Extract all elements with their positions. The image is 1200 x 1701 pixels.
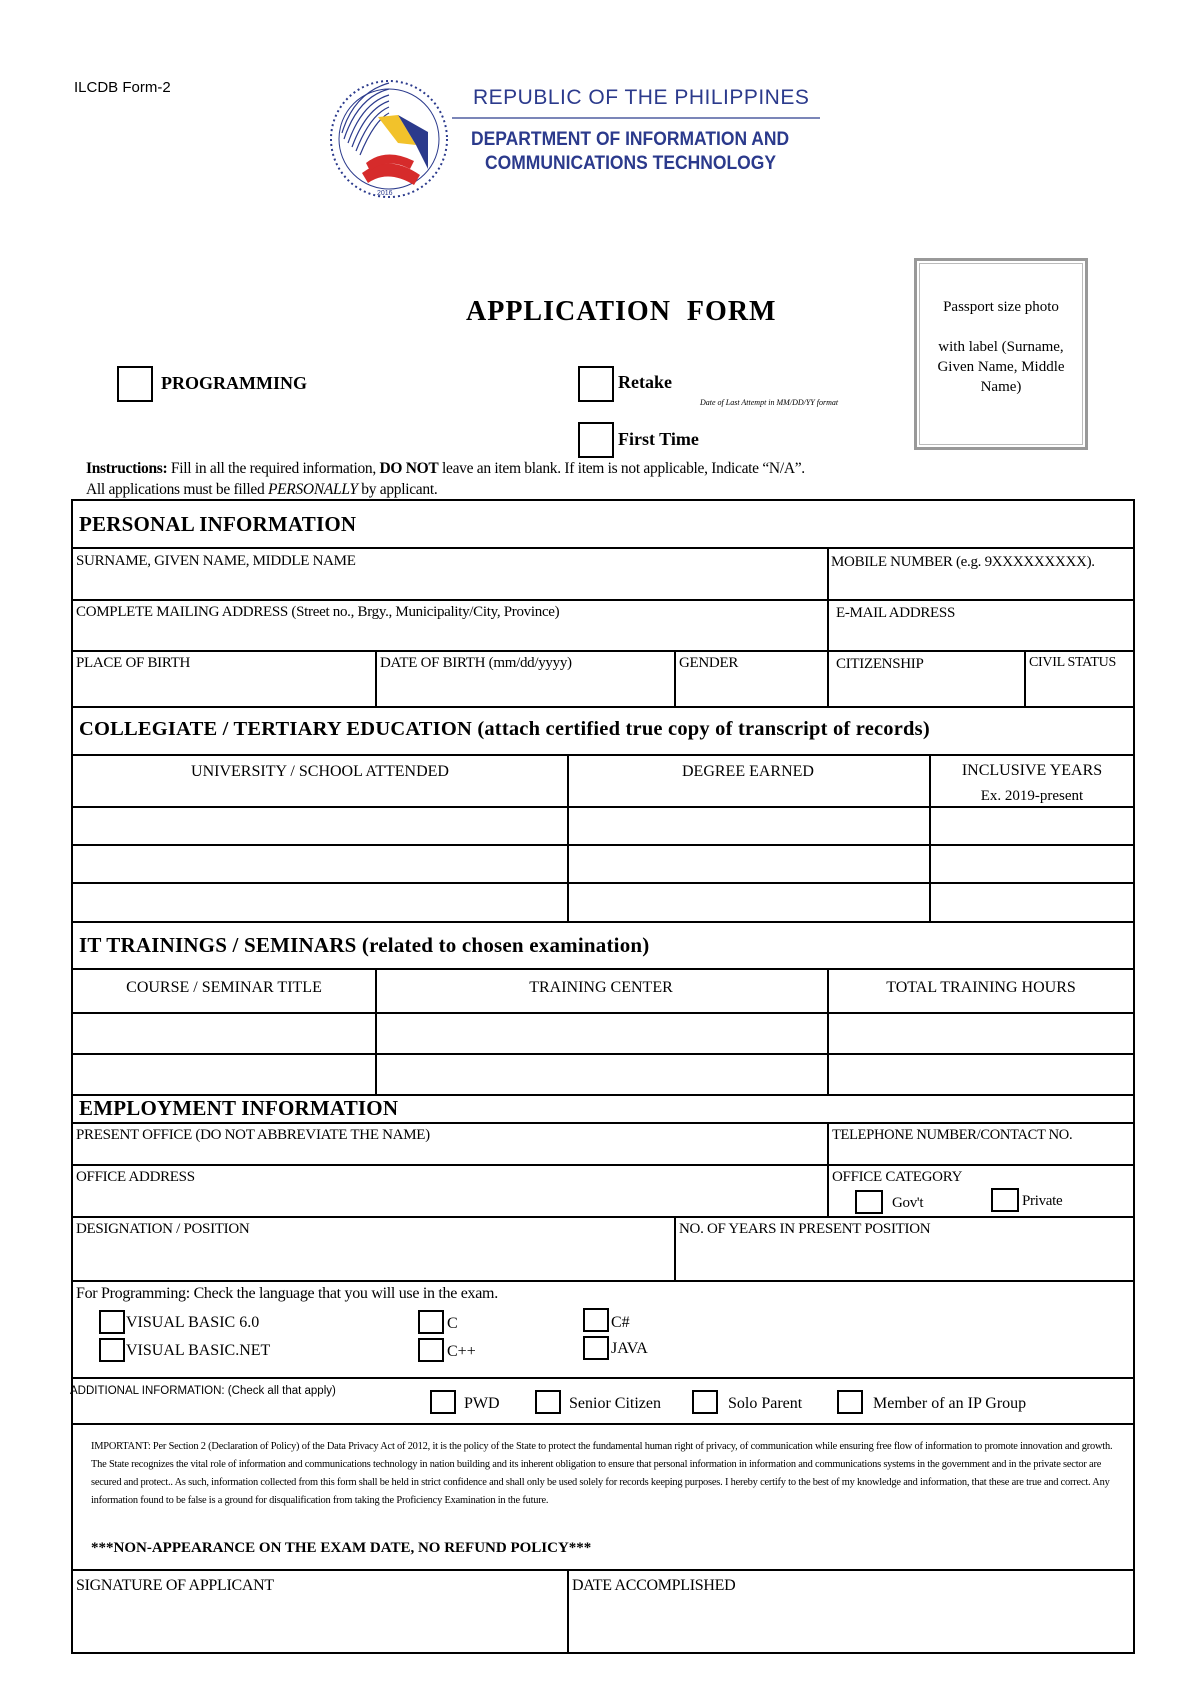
mobile-field-label: MOBILE NUMBER (e.g. 9XXXXXXXXX). (831, 554, 1095, 570)
signature-field-label: SIGNATURE OF APPLICANT (76, 1577, 274, 1594)
agency-dept-line1: DEPARTMENT OF INFORMATION AND (471, 129, 790, 150)
language-prompt: For Programming: Check the language that you will use in the exam. (76, 1285, 498, 1302)
address-field-label: COMPLETE MAILING ADDRESS (Street no., Brgy., Municipality/City, Province) (76, 604, 560, 620)
date-accomplished-field-label: DATE ACCOMPLISHED (572, 1577, 736, 1594)
c-label: C (447, 1315, 458, 1332)
rule (375, 650, 377, 706)
designation-field-label: DESIGNATION / POSITION (76, 1221, 250, 1237)
rule (73, 1423, 1135, 1425)
instructions-emph: DO NOT (379, 460, 439, 477)
gender-field-label: GENDER (679, 655, 739, 671)
programming-label: PROGRAMMING (161, 373, 307, 393)
retake-date-note: Date of Last Attempt in MM/DD/YY format (700, 398, 839, 407)
rule (73, 547, 1135, 549)
rule (73, 599, 1135, 601)
senior-citizen-checkbox[interactable] (535, 1390, 561, 1414)
photo-box-line1: Passport size photo (943, 299, 1059, 315)
office-category-label: OFFICE CATEGORY (832, 1169, 963, 1185)
vb6-checkbox[interactable] (99, 1310, 125, 1334)
rule (674, 1216, 676, 1280)
rule (73, 921, 1135, 923)
training-col-center: TRAINING CENTER (529, 979, 673, 996)
additional-info-label: ADDITIONAL INFORMATION: (Check all that apply) (70, 1385, 336, 1397)
vb6-label: VISUAL BASIC 6.0 (126, 1314, 260, 1331)
ip-group-checkbox[interactable] (837, 1390, 863, 1414)
training-col-title: COURSE / SEMINAR TITLE (126, 979, 322, 996)
rule (73, 650, 1135, 652)
application-form-grid (71, 499, 1135, 1654)
rule (73, 844, 1135, 846)
training-col-hours: TOTAL TRAINING HOURS (886, 979, 1076, 996)
agency-dept-line2: COMMUNICATIONS TECHNOLOGY (485, 153, 777, 174)
form-code: ILCDB Form-2 (74, 79, 171, 96)
instructions-line2 (86, 481, 437, 499)
citizenship-field-label: CITIZENSHIP (836, 656, 924, 672)
birthdate-field-label: DATE OF BIRTH (mm/dd/yyyy) (380, 655, 572, 671)
education-col-school: UNIVERSITY / SCHOOL ATTENDED (191, 763, 449, 780)
page-title: APPLICATION FORM (466, 296, 777, 327)
solo-parent-label: Solo Parent (728, 1395, 803, 1412)
agency-divider (452, 117, 820, 119)
rule (73, 1216, 1135, 1218)
rule (567, 1569, 569, 1654)
rule (73, 754, 1135, 756)
rule (73, 1569, 1135, 1571)
civil-status-field-label: CIVIL STATUS (1029, 655, 1116, 670)
ip-group-label: Member of an IP Group (873, 1395, 1027, 1412)
private-checkbox[interactable] (991, 1188, 1019, 1212)
photo-box-line2: with label (Surname, Given Name, Middle Name) (937, 339, 1065, 395)
rule (73, 882, 1135, 884)
no-refund-policy: ***NON-APPEARANCE ON THE EXAM DATE, NO REFUND POLICY*** (91, 1540, 592, 1556)
govt-label: Gov't (892, 1195, 924, 1211)
rule (73, 706, 1135, 708)
agency-republic: REPUBLIC OF THE PHILIPPINES (473, 86, 810, 109)
instructions-line2-emph: PERSONALLY (267, 481, 358, 498)
instructions-line2b: by applicant. (357, 481, 438, 498)
instructions-text1: Fill in all the required information, (167, 460, 380, 477)
senior-citizen-label: Senior Citizen (569, 1395, 661, 1412)
instructions-line1 (86, 460, 805, 478)
email-field-label: E-MAIL ADDRESS (836, 605, 956, 621)
section-personal-info: PERSONAL INFORMATION (79, 512, 357, 536)
office-address-field-label: OFFICE ADDRESS (76, 1169, 195, 1185)
cpp-label: C++ (447, 1343, 476, 1360)
rule (674, 650, 676, 706)
private-label: Private (1022, 1193, 1063, 1209)
retake-label: Retake (618, 372, 672, 392)
section-employment: EMPLOYMENT INFORMATION (79, 1096, 399, 1120)
vbnet-label: VISUAL BASIC.NET (126, 1342, 271, 1359)
section-trainings: IT TRAININGS / SEMINARS (related to chosen examination) (79, 933, 650, 957)
java-checkbox[interactable] (583, 1336, 609, 1360)
solo-parent-checkbox[interactable] (692, 1390, 718, 1414)
office-field-label: PRESENT OFFICE (DO NOT ABBREVIATE THE NAME) (76, 1127, 430, 1143)
cpp-checkbox[interactable] (418, 1338, 444, 1362)
rule (73, 1164, 1135, 1166)
section-education: COLLEGIATE / TERTIARY EDUCATION (attach certified true copy of transcript of records) (79, 718, 930, 740)
years-position-field-label: NO. OF YEARS IN PRESENT POSITION (679, 1221, 931, 1237)
telephone-field-label: TELEPHONE NUMBER/CONTACT NO. (832, 1127, 1073, 1143)
vbnet-checkbox[interactable] (99, 1338, 125, 1362)
rule (73, 1122, 1135, 1124)
instructions-line2a: All applications must be filled (86, 481, 268, 498)
rule (73, 1053, 1135, 1055)
pwd-checkbox[interactable] (430, 1390, 456, 1414)
instructions-prefix: Instructions: (86, 460, 168, 477)
birthplace-field-label: PLACE OF BIRTH (76, 655, 191, 671)
education-col-degree: DEGREE EARNED (682, 763, 814, 780)
rule (73, 1012, 1135, 1014)
rule (1024, 650, 1026, 706)
rule (73, 806, 1135, 808)
data-privacy-notice: IMPORTANT: Per Section 2 (Declaration of Policy) of the Data Privacy Act of 2012, it is the policy of the State to protect the fundamental human right of privacy, of communication while ensuring free flow of information to promote innovation and growth. The State recognizes the vital role of information and communications technology in nation building and its inherent obligation to ensure that personal information in information and communications systems in the government and in the private sector are secured and protect.. As such, information collected from this form shall be held in strict confidence and shall only be used solely for records keeping purposes. I hereby certify to the best of my knowledge and information, that these are true and correct. Any information found to be false is a ground for disqualification from taking the Proficiency Examination in the future. (91, 1441, 1113, 1506)
name-field-label: SURNAME, GIVEN NAME, MIDDLE NAME (76, 553, 356, 569)
first-time-checkbox[interactable] (578, 422, 614, 458)
pwd-label: PWD (464, 1395, 500, 1412)
education-years-example: Ex. 2019-present (980, 788, 1084, 804)
rule (73, 1280, 1135, 1282)
rule (827, 547, 829, 706)
first-time-label: First Time (618, 429, 699, 449)
rule (827, 1122, 829, 1216)
seal-year: 2016 (377, 190, 393, 197)
instructions-text2: leave an item blank. If item is not applicable, Indicate “N/A”. (438, 460, 805, 477)
photo-box (914, 258, 1088, 450)
retake-checkbox[interactable] (578, 366, 614, 402)
csharp-label: C# (611, 1314, 630, 1331)
govt-checkbox[interactable] (855, 1190, 883, 1214)
dict-seal-logo (328, 77, 450, 201)
java-label: JAVA (611, 1340, 648, 1357)
programming-checkbox[interactable] (117, 366, 153, 402)
c-checkbox[interactable] (418, 1310, 444, 1334)
rule (73, 968, 1135, 970)
education-col-years: INCLUSIVE YEARS (961, 762, 1103, 779)
csharp-checkbox[interactable] (583, 1308, 609, 1332)
rule (73, 1377, 1135, 1379)
